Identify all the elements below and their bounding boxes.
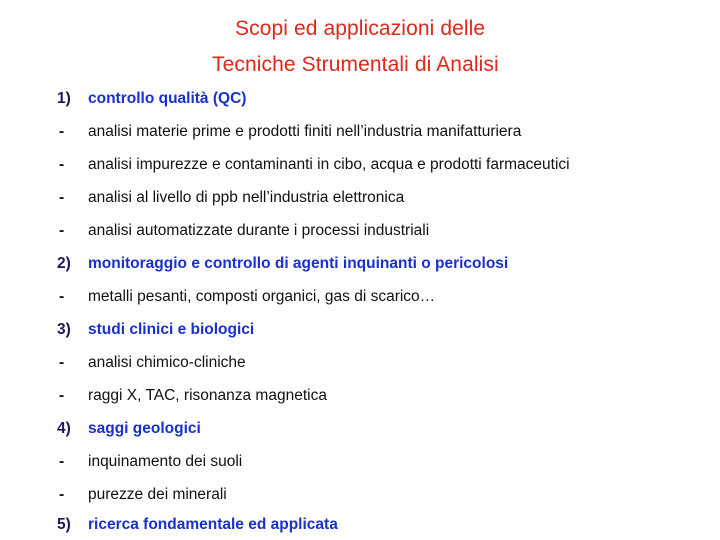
list-item-text: inquinamento dei suoli — [88, 453, 243, 470]
list-item-text: purezze dei minerali — [88, 486, 227, 503]
list-marker: 4) — [57, 420, 71, 437]
list-bullet: - — [59, 486, 65, 503]
slide-title-line-2: Tecniche Strumentali di Analisi — [212, 53, 499, 76]
list-item-text: analisi impurezze e contaminanti in cibo, acqua e prodotti farmaceutici — [88, 156, 570, 173]
list-heading-text: ricerca fondamentale ed applicata — [88, 516, 338, 533]
list-marker: 2) — [57, 255, 71, 272]
list-item-text: analisi materie prime e prodotti finiti nell’industria manifatturiera — [88, 123, 522, 140]
list-heading-text: controllo qualità (QC) — [88, 90, 247, 107]
list-item-text: raggi X, TAC, risonanza magnetica — [88, 387, 327, 404]
list-heading-text: monitoraggio e controllo di agenti inquinanti o pericolosi — [88, 255, 509, 272]
list-bullet: - — [59, 354, 65, 371]
list-bullet: - — [59, 387, 65, 404]
list-heading-text: saggi geologici — [88, 420, 201, 437]
list-marker: 1) — [57, 90, 71, 107]
list-bullet: - — [59, 222, 65, 239]
list-item-text: metalli pesanti, composti organici, gas di scarico… — [88, 288, 436, 305]
list-item-text: analisi automatizzate durante i processi industriali — [88, 222, 430, 239]
list-item-text: analisi al livello di ppb nell’industria elettronica — [88, 189, 405, 206]
list-bullet: - — [59, 288, 65, 305]
slide-title-line-1: Scopi ed applicazioni delle — [235, 17, 486, 40]
list-item-text: analisi chimico-cliniche — [88, 354, 246, 371]
list-bullet: - — [59, 189, 65, 206]
list-bullet: - — [59, 453, 65, 470]
list-heading-text: studi clinici e biologici — [88, 321, 255, 338]
list-bullet: - — [59, 123, 65, 140]
list-bullet: - — [59, 156, 65, 173]
list-marker: 3) — [57, 321, 71, 338]
list-marker: 5) — [57, 516, 71, 533]
